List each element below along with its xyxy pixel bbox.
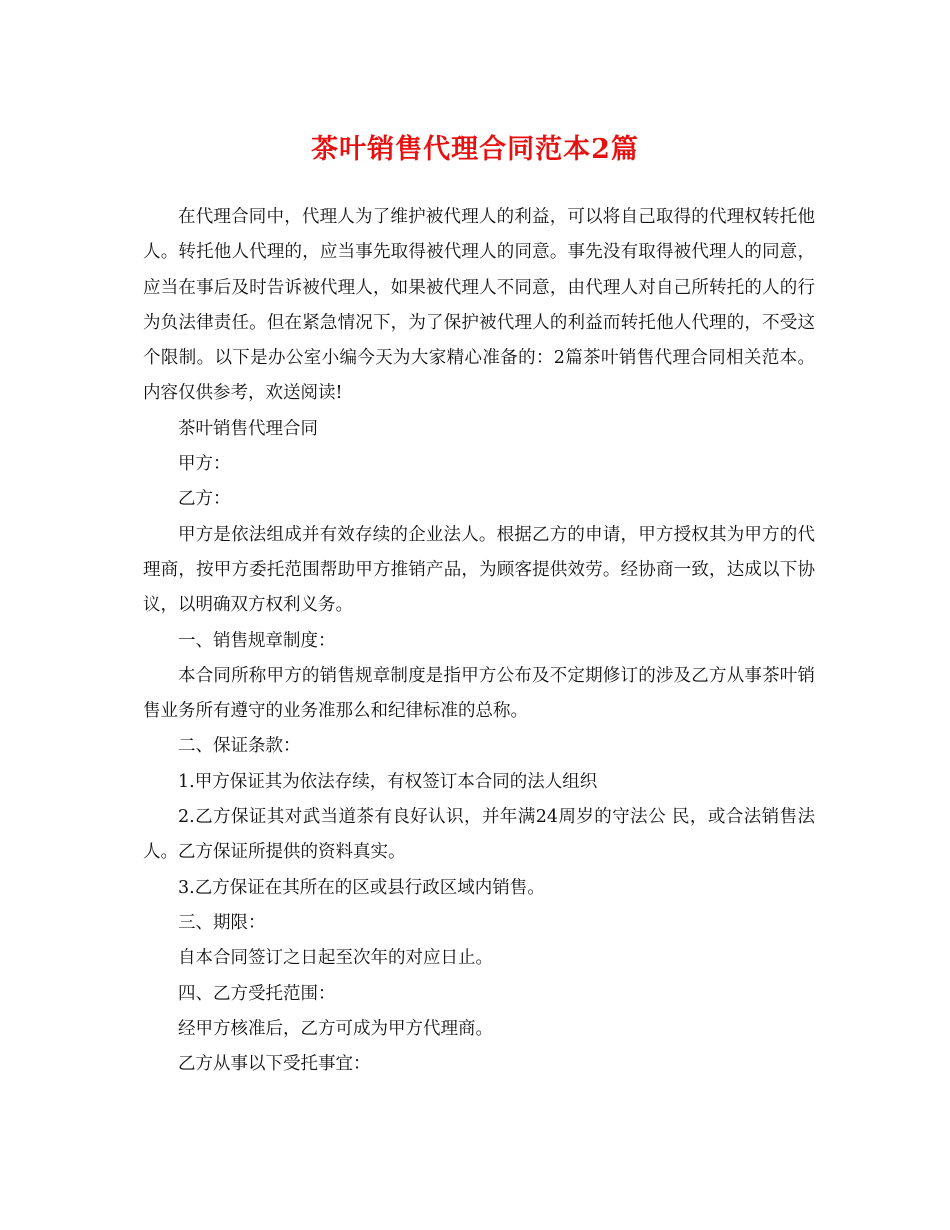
section-heading-4: 四、乙方受托范围： (178, 983, 336, 1004)
contract-heading: 茶叶销售代理合同 (178, 418, 318, 439)
preamble-paragraph: 甲方是依法组成并有效存续的企业法人。根据乙方的申请，甲方授权其为甲方的代理商，按甲方委托范围帮助甲方推销产品，为顾客提供效劳。经协商一致，达成以下协议，以明确双方权利义务。 (143, 524, 815, 616)
section-1-paragraph: 本合同所称甲方的销售规章制度是指甲方公布及不定期修订的涉及乙方从事茶叶销售业务所有遵守的业务准那么和纪律标准的总称。 (143, 665, 815, 722)
clause-2-3: 3.乙方保证在其所在的区或县行政区域内销售。 (178, 877, 545, 898)
document-body (143, 200, 815, 1082)
party-a-line: 甲方： (178, 454, 231, 475)
intro-paragraph: 在代理合同中，代理人为了维护被代理人的利益，可以将自己取得的代理权转托他人。转托他人代理的，应当事先取得被代理人的同意。事先没有取得被代理人的同意，应当在事后及时告诉被代理人，如果被代理人不同意，由代理人对自己所转托的人的行为负法律责任。但在紧急情况下，为了保护被代理人的利益而转托他人代理的，不受这个限制。以下是办公室小编今天为大家精心准备的：2篇茶叶销售代理合同相关范本。内容仅供参考，欢送阅读! (143, 207, 815, 404)
section-4-paragraph: 经甲方核准后，乙方可成为甲方代理商。 (178, 1018, 493, 1039)
section-4-subheading: 乙方从事以下受托事宜： (178, 1054, 371, 1075)
section-heading-2: 二、保证条款： (178, 736, 301, 757)
document-title: 茶叶销售代理合同范本2篇 (311, 134, 639, 165)
section-3-paragraph: 自本合同签订之日起至次年的对应日止。 (178, 948, 493, 969)
clause-2-1: 1.甲方保证其为依法存续，有权签订本合同的法人组织 (178, 771, 598, 792)
party-b-line: 乙方： (178, 489, 231, 510)
clause-2-2: 2.乙方保证其对武当道茶有良好认识，并年满24周岁的守法公 民，或合法销售法人。乙方保证所提供的资料真实。 (143, 807, 815, 863)
section-heading-3: 三、期限： (178, 912, 266, 933)
section-heading-1: 一、销售规章制度： (178, 630, 336, 651)
